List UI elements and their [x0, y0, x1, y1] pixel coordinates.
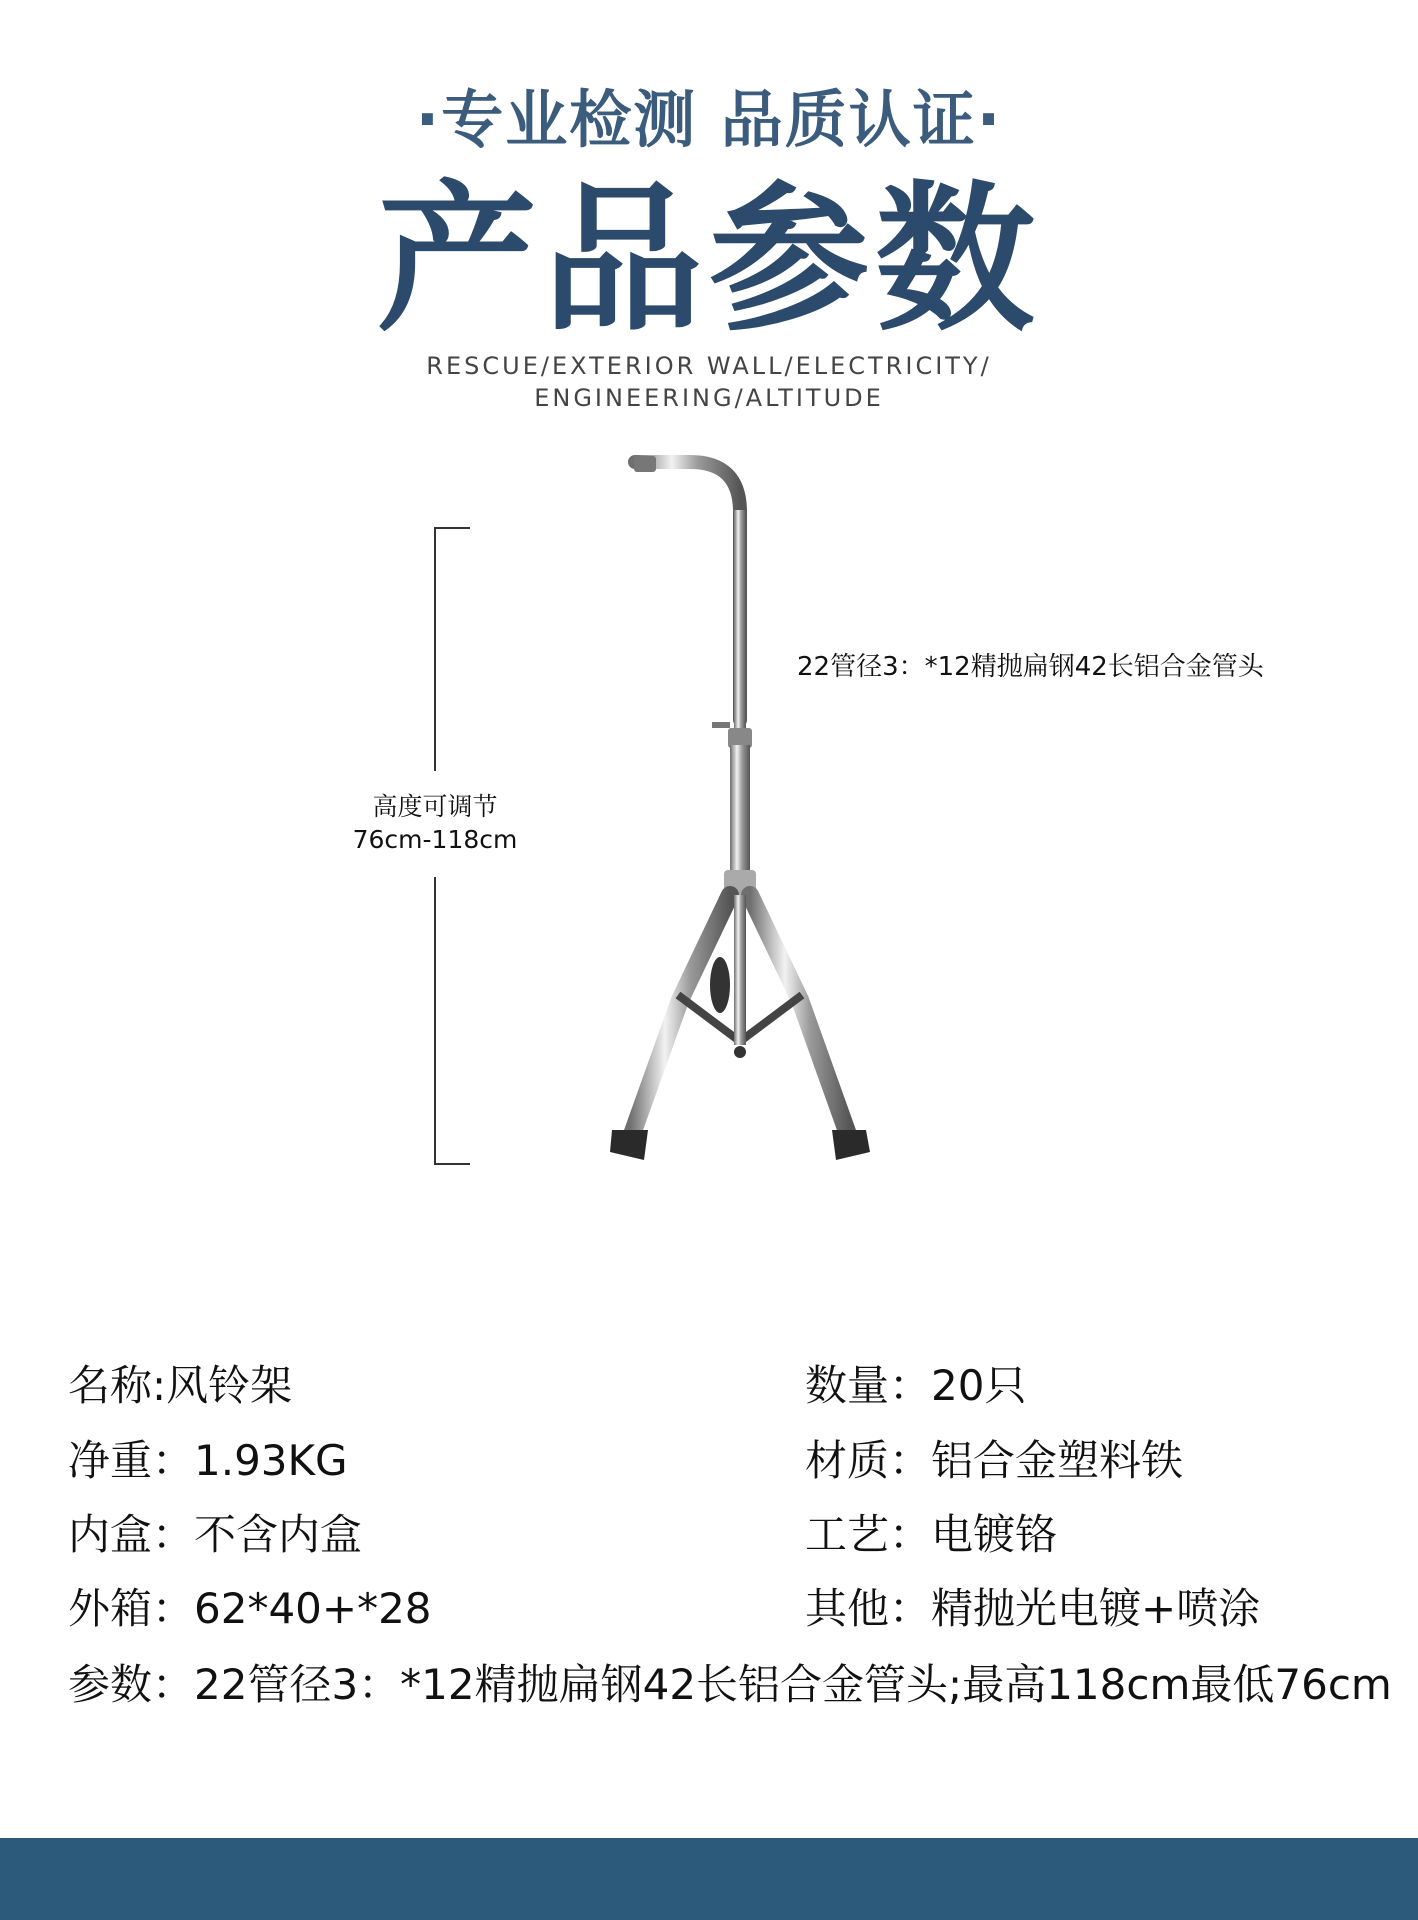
wind-chime-stand-image: [560, 440, 900, 1180]
spec-process: 工艺：电镀铬: [805, 1510, 1058, 1559]
spec-parameters: 参数：22管径3：*12精抛扁钢42长铝合金管头;最高118cm最低76cm: [68, 1660, 1392, 1709]
spec-net-weight: 净重：1.93KG: [68, 1436, 348, 1485]
right-foot: [832, 1130, 870, 1160]
clamp-screw: [712, 722, 730, 728]
spec-inner-box: 内盒：不含内盒: [68, 1510, 363, 1559]
center-disc: [710, 957, 730, 1013]
spec-name: 名称:风铃架: [68, 1361, 293, 1410]
tube-spec-note: 22管径3：*12精抛扁钢42长铝合金管头: [797, 652, 1264, 682]
spec-material: 材质：铝合金塑料铁: [805, 1436, 1184, 1485]
upper-pole: [734, 510, 746, 740]
right-brace: [742, 995, 802, 1040]
lower-pole: [730, 745, 750, 875]
height-bracket-line-upper: [434, 527, 436, 771]
center-post: [734, 895, 746, 1045]
height-bracket-top-tick: [434, 527, 470, 529]
stand-hook: [635, 462, 740, 720]
height-bracket-line-lower: [434, 877, 436, 1165]
page-title: 产品参数: [376, 166, 1041, 353]
height-range-text: 76cm-118cm: [352, 825, 518, 854]
english-tagline-line2: ENGINEERING/ALTITUDE: [534, 384, 884, 412]
center-knob: [734, 1046, 746, 1058]
spec-quantity: 数量：20只: [805, 1361, 1027, 1410]
footer-bar: [0, 1838, 1418, 1920]
hook-cap: [634, 456, 656, 472]
spec-other: 其他：精抛光电镀+喷涂: [805, 1584, 1261, 1633]
height-adjustable-label: [330, 790, 540, 856]
english-tagline-line1: RESCUE/EXTERIOR WALL/ELECTRICITY/: [426, 352, 992, 380]
left-brace: [678, 995, 738, 1040]
height-label-text: 高度可调节: [372, 792, 498, 821]
left-foot: [610, 1130, 648, 1160]
left-leg: [630, 895, 730, 1140]
height-bracket-bottom-tick: [434, 1163, 470, 1165]
section-subtitle: ·专业检测 品质认证·: [415, 83, 1003, 156]
spec-outer-box: 外箱：62*40+*28: [68, 1584, 432, 1633]
right-leg: [750, 895, 850, 1140]
